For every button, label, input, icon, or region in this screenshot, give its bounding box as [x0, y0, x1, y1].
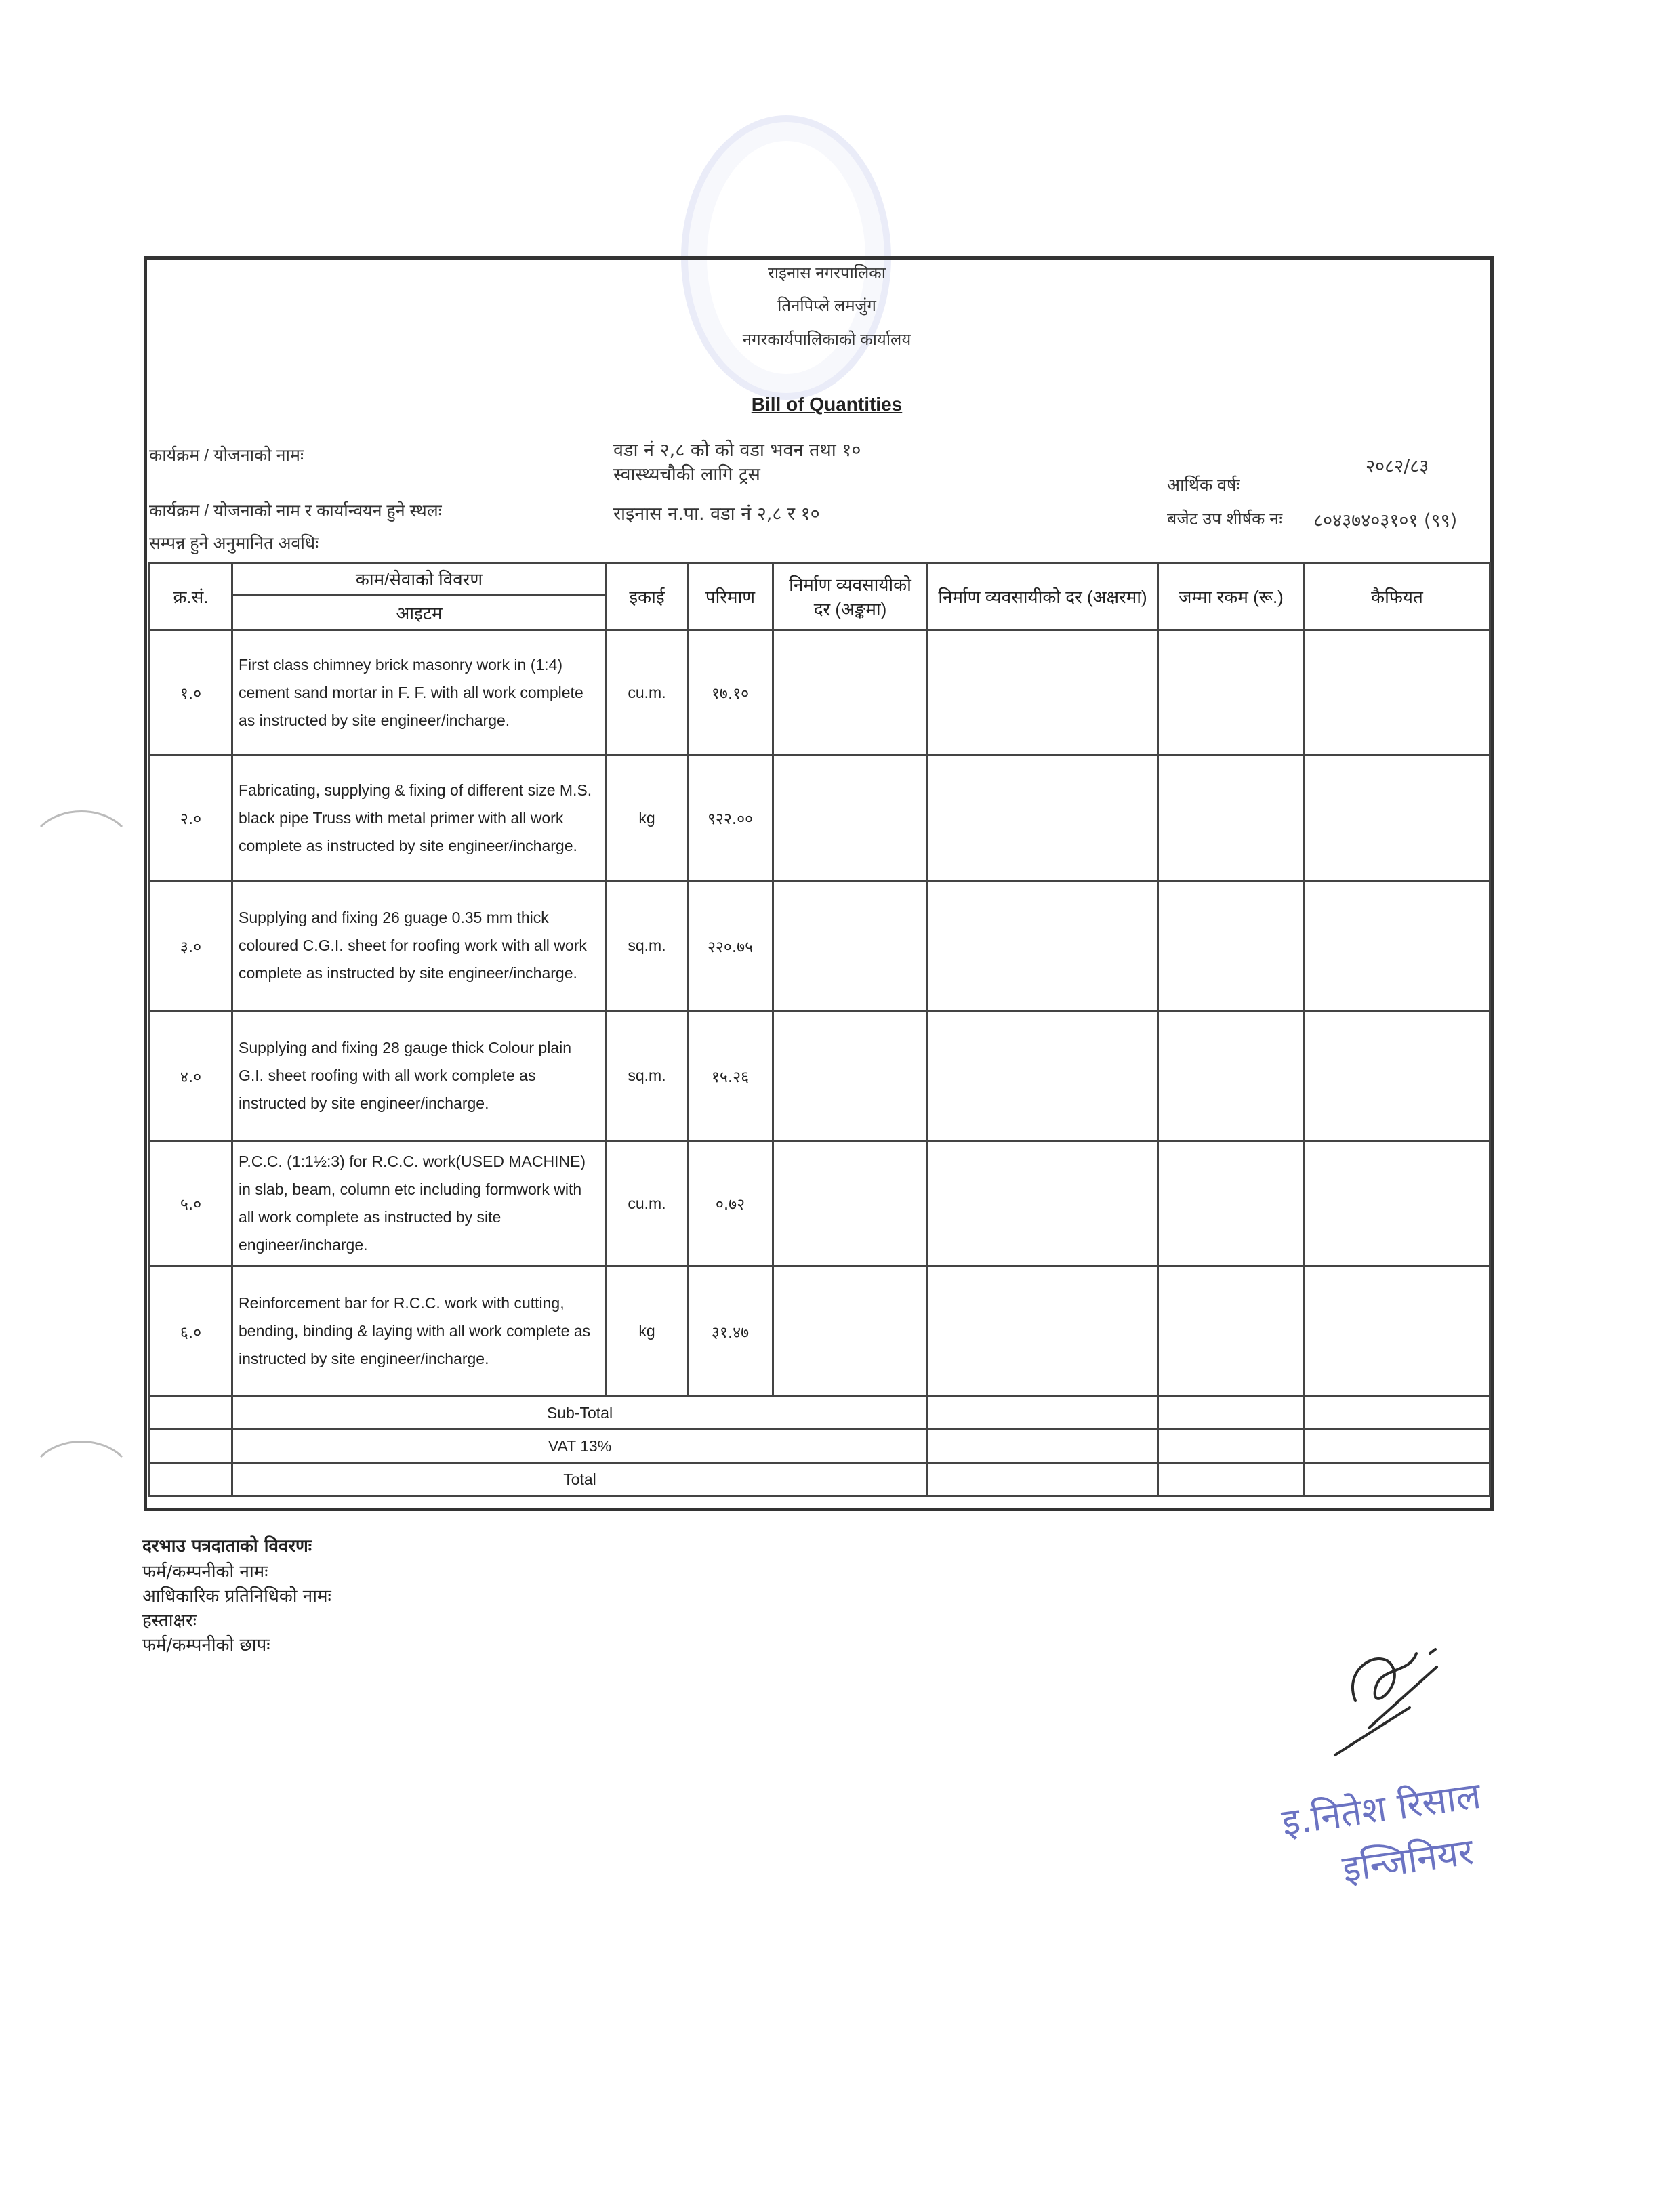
bidder-representative[interactable]: आधिकारिक प्रतिनिधिको नामः	[142, 1586, 331, 1607]
row-unit: sq.m.	[607, 1011, 688, 1141]
budget-head-value: ८०४३७४०३१०१ (९९)	[1313, 510, 1458, 531]
rate-figures-cell[interactable]	[773, 1266, 928, 1397]
rate-words-cell[interactable]	[928, 1011, 1158, 1141]
row-sn: १.०	[150, 630, 232, 756]
row-quantity: २२०.७५	[688, 881, 773, 1011]
subtotal-remarks-cell[interactable]	[1305, 1397, 1490, 1430]
punch-hole-icon	[27, 800, 129, 854]
row-unit: kg	[607, 756, 688, 881]
total-blank	[150, 1463, 232, 1496]
fiscal-year-label: आर्थिक वर्षः	[1167, 476, 1240, 495]
row-sn: ६.०	[150, 1266, 232, 1397]
remarks-cell[interactable]	[1305, 630, 1490, 756]
amount-cell[interactable]	[1158, 881, 1305, 1011]
row-sn: ४.०	[150, 1011, 232, 1141]
header-rate-words: निर्माण व्यवसायीको दर (अक्षरमा)	[928, 563, 1158, 630]
office-name: राइनास नगरपालिका	[768, 264, 886, 283]
subtotal-words-cell[interactable]	[928, 1397, 1158, 1430]
table-row	[150, 881, 1490, 1011]
boq-table	[148, 562, 1491, 1497]
bidder-firm-stamp[interactable]: फर्म/कम्पनीको छापः	[142, 1635, 270, 1655]
rate-words-cell[interactable]	[928, 1266, 1158, 1397]
table-row	[150, 1266, 1490, 1397]
row-description: Reinforcement bar for R.C.C. work with cutting, bending, binding & laying with all work complete as instructed by site engineer/incharge.	[232, 1266, 607, 1397]
row-unit: cu.m.	[607, 630, 688, 756]
subtotal-blank	[150, 1397, 232, 1430]
location-label: कार्यक्रम / योजनाको नाम र कार्यान्वयन हुने स्थलः	[149, 501, 442, 520]
row-quantity: ०.७२	[688, 1141, 773, 1266]
engineer-stamp-designation: इन्जिनियर	[1339, 1830, 1476, 1891]
remarks-cell[interactable]	[1305, 1011, 1490, 1141]
program-name-label: कार्यक्रम / योजनाको नामः	[149, 446, 304, 465]
remarks-cell[interactable]	[1305, 1266, 1490, 1397]
row-description: Supplying and fixing 28 gauge thick Colour plain G.I. sheet roofing with all work complete as instructed by site engineer/incharge.	[232, 1011, 607, 1141]
remarks-cell[interactable]	[1305, 756, 1490, 881]
remarks-cell[interactable]	[1305, 881, 1490, 1011]
vat-words-cell[interactable]	[928, 1430, 1158, 1463]
amount-cell[interactable]	[1158, 756, 1305, 881]
header-remarks: कैफियत	[1305, 563, 1490, 630]
bidder-signature[interactable]: हस्ताक्षरः	[142, 1611, 197, 1631]
header-unit: इकाई	[607, 563, 688, 630]
table-row	[150, 1011, 1490, 1141]
program-name-value-2: स्वास्थ्यचौकी लागि ट्रस	[613, 464, 760, 485]
duration-label: सम्पन्न हुने अनुमानित अवधिः	[149, 534, 319, 553]
amount-cell[interactable]	[1158, 1011, 1305, 1141]
total-row	[150, 1463, 1490, 1496]
row-description: First class chimney brick masonry work in (1:4) cement sand mortar in F. F. with all work complete as instructed by site engineer/incharge.	[232, 630, 607, 756]
header-rate-figures: निर्माण व्यवसायीको दर (अङ्कमा)	[773, 563, 928, 630]
row-quantity: ३१.४७	[688, 1266, 773, 1397]
subtotal-row	[150, 1397, 1490, 1430]
amount-cell[interactable]	[1158, 630, 1305, 756]
location-value: राइनास न.पा. वडा नं २,८ र १०	[613, 503, 820, 524]
row-description: Supplying and fixing 26 guage 0.35 mm thick coloured C.G.I. sheet for roofing work with all work complete as instructed by site engineer/incharge.	[232, 881, 607, 1011]
row-quantity: १५.२६	[688, 1011, 773, 1141]
rate-words-cell[interactable]	[928, 630, 1158, 756]
program-name-value-1: वडा नं २,८ को को वडा भवन तथा १०	[613, 440, 861, 461]
total-label: Total	[232, 1463, 928, 1496]
header-total-amount: जम्मा रकम (रू.)	[1158, 563, 1305, 630]
budget-head-label: बजेट उप शीर्षक नः	[1167, 510, 1283, 529]
row-description: Fabricating, supplying & fixing of different size M.S. black pipe Truss with metal primer with all work complete as instructed by site engineer/incharge.	[232, 756, 607, 881]
row-description: P.C.C. (1:1½:3) for R.C.C. work(USED MACHINE) in slab, beam, column etc including formwork with all work complete as instructed by site engineer/incharge.	[232, 1141, 607, 1266]
header-item: आइटम	[232, 595, 607, 630]
table-row	[150, 630, 1490, 756]
table-row	[150, 1141, 1490, 1266]
fiscal-year-value: २०८२/८३	[1366, 456, 1429, 477]
engineer-stamp-name: इ.नितेश रिसाल	[1279, 1773, 1483, 1844]
row-sn: २.०	[150, 756, 232, 881]
row-sn: ३.०	[150, 881, 232, 1011]
rate-figures-cell[interactable]	[773, 1011, 928, 1141]
row-quantity: १७.१०	[688, 630, 773, 756]
rate-figures-cell[interactable]	[773, 756, 928, 881]
rate-figures-cell[interactable]	[773, 881, 928, 1011]
vat-blank	[150, 1430, 232, 1463]
rate-words-cell[interactable]	[928, 881, 1158, 1011]
vat-remarks-cell[interactable]	[1305, 1430, 1490, 1463]
rate-figures-cell[interactable]	[773, 630, 928, 756]
office-department: नगरकार्यपालिकाको कार्यालय	[742, 331, 911, 349]
vat-amount-cell[interactable]	[1158, 1430, 1305, 1463]
row-sn: ५.०	[150, 1141, 232, 1266]
subtotal-amount-cell[interactable]	[1158, 1397, 1305, 1430]
amount-cell[interactable]	[1158, 1266, 1305, 1397]
remarks-cell[interactable]	[1305, 1141, 1490, 1266]
bidder-firm-name[interactable]: फर्म/कम्पनीको नामः	[142, 1562, 268, 1582]
rate-figures-cell[interactable]	[773, 1141, 928, 1266]
rate-words-cell[interactable]	[928, 756, 1158, 881]
amount-cell[interactable]	[1158, 1141, 1305, 1266]
row-unit: sq.m.	[607, 881, 688, 1011]
header-quantity: परिमाण	[688, 563, 773, 630]
rate-words-cell[interactable]	[928, 1141, 1158, 1266]
office-district: तिनपिप्ले लमजुंग	[777, 297, 876, 315]
punch-hole-icon	[27, 1430, 129, 1484]
total-remarks-cell[interactable]	[1305, 1463, 1490, 1496]
subtotal-label: Sub-Total	[232, 1397, 928, 1430]
row-unit: cu.m.	[607, 1141, 688, 1266]
table-row	[150, 756, 1490, 881]
vat-row	[150, 1430, 1490, 1463]
engineer-signature-icon	[1328, 1626, 1464, 1775]
row-unit: kg	[607, 1266, 688, 1397]
total-amount-cell[interactable]	[1158, 1463, 1305, 1496]
total-words-cell[interactable]	[928, 1463, 1158, 1496]
page-title: Bill of Quantities	[751, 394, 903, 415]
header-sn: क्र.सं.	[150, 563, 232, 630]
header-work-description: काम/सेवाको विवरण	[232, 563, 607, 595]
row-quantity: ९२२.००	[688, 756, 773, 881]
vat-label: VAT 13%	[232, 1430, 928, 1463]
bidder-heading: दरभाउ पत्रदाताको विवरणः	[142, 1536, 312, 1556]
